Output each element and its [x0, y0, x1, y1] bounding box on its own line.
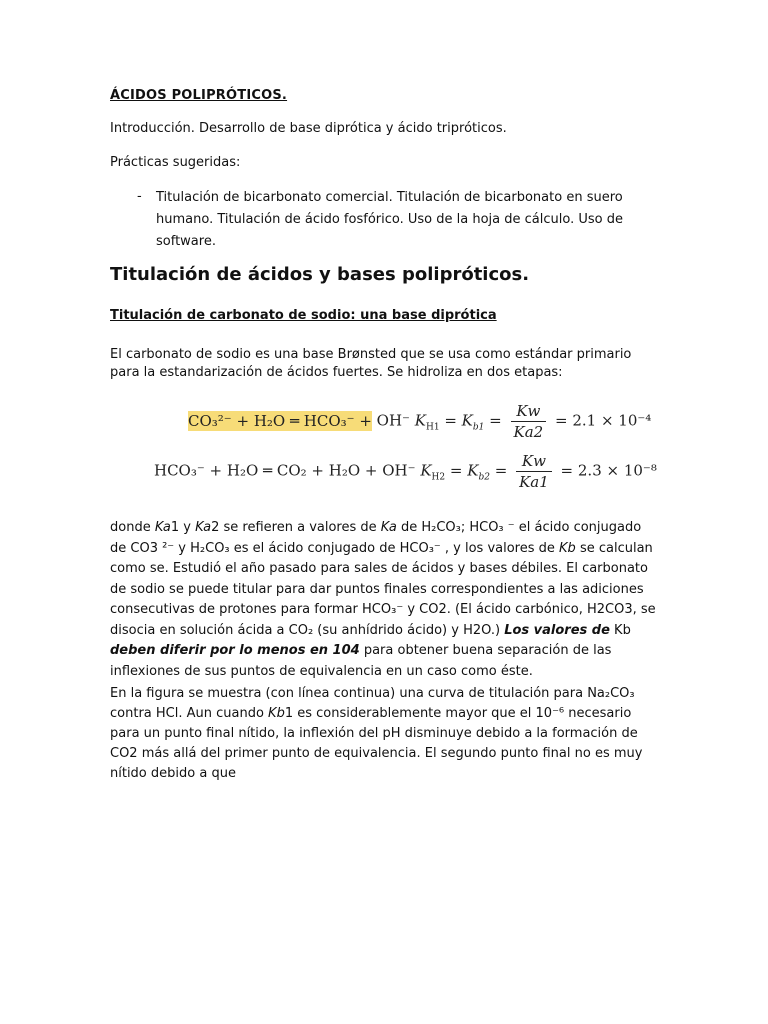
eq2-k: K [420, 461, 432, 480]
eq2-fraction [516, 452, 552, 491]
eq2-reaction: HCO₃⁻ + H₂O ═ CO₂ + H₂O + OH⁻ [154, 461, 416, 480]
document-heading: ÁCIDOS POLIPRÓTICOS. [110, 88, 288, 103]
figure-paragraph [110, 684, 658, 784]
eq2-numerator: Kw [516, 452, 552, 472]
para2-emphasis-2: deben diferir por lo menos en 104 [110, 643, 360, 658]
section-title-text: Titulación de ácidos y bases polipróticos. [110, 264, 530, 285]
subsection-title: Titulación de carbonato de sodio: una base diprótica [110, 308, 497, 323]
intro-paragraph: El carbonato de sodio es una base Brønsted que se usa como estándar primario para la estandarización de ácidos fuertes. Se hidroliza en dos etapas: [110, 347, 632, 380]
eq1-kb: K [461, 411, 473, 430]
para2-ka1: Ka [154, 520, 171, 535]
eq1-fraction [511, 402, 547, 441]
bullet-dash: - [137, 189, 142, 204]
para2-ka: Ka [380, 520, 397, 535]
eq1-value: = 2.1 × 10⁻⁴ [554, 411, 652, 430]
para2-text-3: 2 se refieren a valores de [211, 520, 381, 535]
eq2-k-sub: H2 [431, 472, 446, 483]
explanation-paragraph [110, 518, 658, 682]
section-title [110, 264, 529, 285]
para2-text-5: se calculan como se. Estudió el año pasado para sales de ácidos y bases débiles. El carbonato de sodio se puede titular para dar puntos finales correspondientes a las adiciones consecutivas de protones para formar HCO₃⁻ y CO2. (El ácido carbónico, H2CO3, se disocia en solución ácida a CO₂ (su anhídrido ácido) y H2O.) [110, 540, 656, 638]
para3-kb1: Kb [268, 706, 285, 721]
eq1-reaction-rest: OH⁻ [371, 411, 410, 430]
eq1-k-sub: H1 [425, 422, 440, 433]
eq1-k: K [414, 411, 426, 430]
para3-text-2: 1 es considerablemente mayor que el 10⁻⁶ necesario para un punto final nítido, la inflexión del pH disminuye debido a la formación de CO2 más allá del primer punto de equivalencia. El segundo punto final no es muy nítido debido a que [110, 706, 643, 781]
para2-text-6: Kb [609, 622, 631, 638]
eq2-value: = 2.3 × 10⁻⁸ [560, 461, 657, 480]
para3-text-1: En la figura se muestra (con línea continua) una curva de titulación para Na₂CO₃ contra HCl. Aun cuando [110, 686, 635, 721]
bullet-item-text: Titulación de bicarbonato comercial. Titulación de bicarbonato en suero humano. Titulación de ácido fosfórico. Uso de la hoja de cálculo. Uso de software. [156, 190, 623, 249]
para2-text-7: para obtener buena separación de las inflexiones de sus puntos de equivalencia en un caso como éste. [110, 643, 612, 679]
para2-kb: Kb [559, 540, 576, 556]
para2-text-2: 1 y [170, 520, 196, 535]
eq1-numerator: Kw [511, 402, 547, 422]
practicas-label: Prácticas sugeridas: [110, 155, 241, 170]
eq2-kb: K [467, 461, 479, 480]
eq1-denominator: Ka2 [513, 423, 544, 441]
equation-1: CO₃²⁻ + H₂O ═ HCO₃⁻ + OH⁻ $K_{H1} = K_{b1}$ = $\frac{Kw}{Ka2}$ = 2.1 × 10⁻⁴ [188, 402, 652, 441]
eq1-kb-sub: b1 [472, 422, 485, 433]
para2-text-4: de H₂CO₃; HCO₃ ⁻ el ácido conjugado de CO3 ²⁻ y H₂CO₃ es el ácido conjugado de HCO₃⁻ , y los valores de [110, 520, 642, 556]
para2-text-1: donde [110, 520, 155, 535]
equation-2: HCO₃⁻ + H₂O ═ CO₂ + H₂O + OH⁻ $K_{H2} = K_{b2}$ = $\frac{Kw}{Ka1}$ = 2.3 × 10⁻⁸ [154, 452, 657, 491]
para2-emphasis-1: Los valores de [504, 622, 610, 638]
highlighted-reaction: CO₃²⁻ + H₂O ═ HCO₃⁻ + [188, 411, 372, 430]
intro-line: Introducción. Desarrollo de base diprótica y ácido tripróticos. [110, 121, 507, 136]
para2-ka2: Ka [195, 520, 212, 535]
eq2-kb-sub: b2 [478, 472, 490, 483]
eq2-denominator: Ka1 [519, 473, 549, 491]
